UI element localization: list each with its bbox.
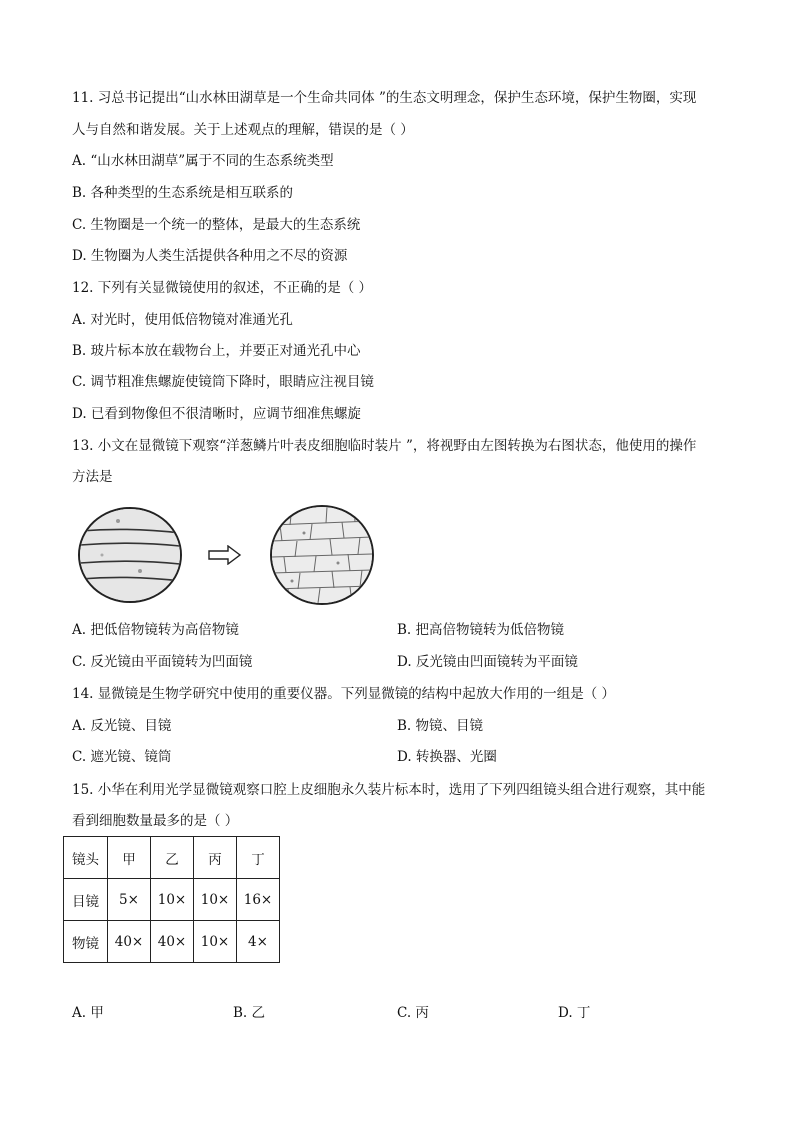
table-cell: 10× [151, 879, 194, 921]
q12-stem: 12. 下列有关显微镜使用的叙述，不正确的是（ ） [72, 280, 373, 296]
table-row [64, 879, 280, 921]
table-header-cell: 丙 [194, 837, 237, 879]
table-row [64, 921, 280, 963]
microscope-view-figure [72, 505, 392, 607]
table-cell: 5× [108, 879, 151, 921]
table-cell: 目镜 [64, 879, 108, 921]
q11-option-d[interactable]: D. 生物圈为人类生活提供各种用之不尽的资源 [72, 248, 348, 264]
low-magnification-view [78, 507, 182, 603]
table-cell: 物镜 [64, 921, 108, 963]
q12-option-b[interactable]: B. 玻片标本放在载物台上，并要正对通光孔中心 [72, 343, 361, 359]
elongated-cells-image [80, 509, 180, 601]
table-cell: 40× [151, 921, 194, 963]
q15-option-a[interactable]: A. 甲 [72, 1005, 104, 1021]
table-cell: 16× [237, 879, 280, 921]
q11-option-b[interactable]: B. 各种类型的生态系统是相互联系的 [72, 185, 294, 201]
table-header-cell: 丁 [237, 837, 280, 879]
q15-stem-line1: 15. 小华在利用光学显微镜观察口腔上皮细胞永久装片标本时，选用了下列四组镜头组合进行观察，其中能 [72, 782, 706, 798]
q11-option-a[interactable]: A. “山水林田湖草”属于不同的生态系统类型 [72, 153, 334, 169]
q14-stem: 14. 显微镜是生物学研究中使用的重要仪器。下列显微镜的结构中起放大作用的一组是（ ） [72, 686, 616, 702]
q13-option-c[interactable]: C. 反光镜由平面镜转为凹面镜 [72, 654, 253, 670]
q14-option-c[interactable]: C. 遮光镜、镜筒 [72, 749, 172, 765]
table-cell: 10× [194, 879, 237, 921]
q11-option-c[interactable]: C. 生物圈是一个统一的整体，是最大的生态系统 [72, 217, 361, 233]
lens-combination-table [63, 836, 280, 963]
right-arrow-icon [208, 545, 242, 565]
q14-option-b[interactable]: B. 物镜、目镜 [397, 718, 484, 734]
q11-stem-line1: 11. 习总书记提出“山水林田湖草是一个生命共同体 ”的生态文明理念，保护生态环境，保护生物圈，实现 [72, 90, 697, 106]
table-header-row [64, 837, 280, 879]
q13-stem-line2: 方法是 [72, 469, 113, 485]
table-cell: 10× [194, 921, 237, 963]
q13-option-a[interactable]: A. 把低倍物镜转为高倍物镜 [72, 622, 239, 638]
q15-stem-line2: 看到细胞数量最多的是（ ） [72, 813, 239, 829]
q15-option-c[interactable]: C. 丙 [397, 1005, 429, 1021]
q14-option-a[interactable]: A. 反光镜、目镜 [72, 718, 172, 734]
onion-cells-image [272, 507, 372, 603]
q15-option-d[interactable]: D. 丁 [558, 1005, 591, 1021]
table-header-cell: 镜头 [64, 837, 108, 879]
q12-option-a[interactable]: A. 对光时，使用低倍物镜对准通光孔 [72, 312, 293, 328]
table-header-cell: 甲 [108, 837, 151, 879]
q13-option-d[interactable]: D. 反光镜由凹面镜转为平面镜 [397, 654, 578, 670]
q13-stem-line1: 13. 小文在显微镜下观察“洋葱鳞片叶表皮细胞临时装片 ”，将视野由左图转换为右图状态，他使用的操作 [72, 438, 697, 454]
table-header-cell: 乙 [151, 837, 194, 879]
high-magnification-view [270, 505, 374, 605]
q15-option-b[interactable]: B. 乙 [233, 1005, 266, 1021]
q12-option-d[interactable]: D. 已看到物像但不很清晰时，应调节细准焦螺旋 [72, 406, 361, 422]
table-cell: 40× [108, 921, 151, 963]
q12-option-c[interactable]: C. 调节粗准焦螺旋使镜筒下降时，眼睛应注视目镜 [72, 374, 374, 390]
table-cell: 4× [237, 921, 280, 963]
q14-option-d[interactable]: D. 转换器、光圈 [397, 749, 497, 765]
q13-option-b[interactable]: B. 把高倍物镜转为低倍物镜 [397, 622, 565, 638]
q11-stem-line2: 人与自然和谐发展。关于上述观点的理解，错误的是（ ） [72, 122, 414, 138]
